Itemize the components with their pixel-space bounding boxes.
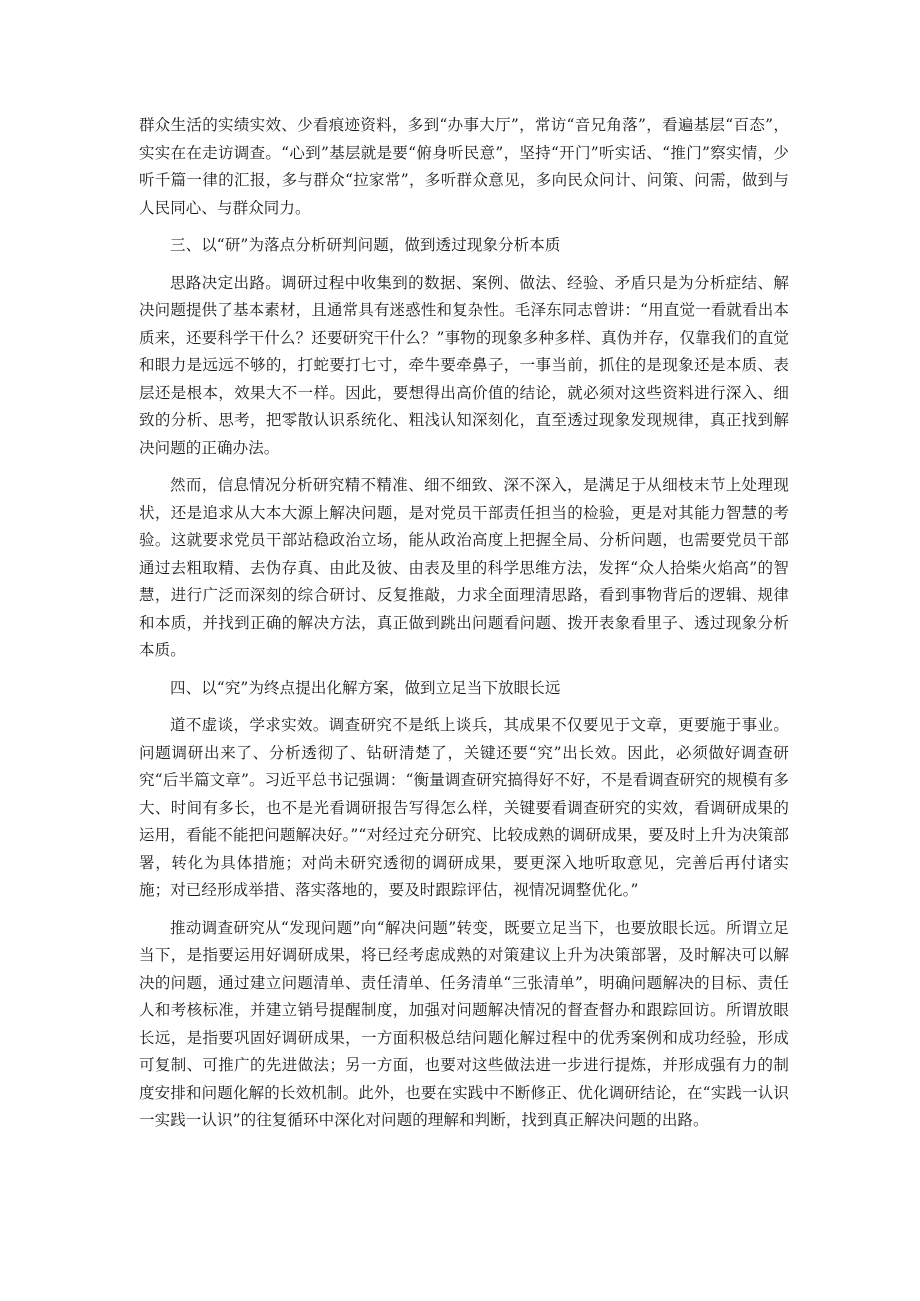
paragraph: 思路决定出路。调研过程中收集到的数据、案例、做法、经验、矛盾只是为分析症结、解决问题提供了基本素材，且通常具有迷惑性和复杂性。毛泽东同志曾讲：“用直觉一看就看出本质来，还要科学干什么？还要研究干什么？”事物的现象多种多样、真伪并存，仅靠我们的直觉和眼力是远远不够的，打蛇要打七寸，牵牛要牵鼻子，一事当前，抓住的是现象还是本质、表层还是根本，效果大不一样。因此，要想得出高价值的结论，就必须对这些资料进行深入、细致的分析、思考，把零散认识系统化、粗浅认知深刻化，直至透过现象发现规律，真正找到解决问题的正确办法。 [139,273,789,457]
paragraph: 然而，信息情况分析研究精不精准、细不细致、深不深入，是满足于从细枝末节上处理现状，还是追求从大本大源上解决问题，是对党员干部责任担当的检验，更是对其能力智慧的考验。这就要求党员干部站稳政治立场，能从政治高度上把握全局、分析问题，也需要党员干部通过去粗取精、去伪存真、由此及彼、由表及里的科学思维方法，发挥“众人拾柴火焰高”的智慧，进行广泛而深刻的综合研讨、反复推敲，力求全面理清思路，看到事物背后的逻辑、规律和本质，并找到正确的解决方法，真正做到跳出问题看问题、拨开表象看里子、透过现象分析本质。 [139,476,789,659]
paragraph: 推动调查研究从“发现问题”向“解决问题”转变，既要立足当下，也要放眼长远。所谓立足当下，是指要运用好调研成果，将已经考虑成熟的对策建议上升为决策部署，及时解决可以解决的问题，通过建立问题清单、责任清单、任务清单“三张清单”，明确问题解决的目标、责任人和考核标准，并建立销号提醒制度，加强对问题解决情况的督查督办和跟踪回访。所谓放眼长远，是指要巩固好调研成果，一方面积极总结问题化解过程中的优秀案例和成功经验，形成可复制、可推广的先进做法；另一方面，也要对这些做法进一步进行提炼，并形成强有力的制度安排和问题化解的长效机制。此外，也要在实践中不断修正、优化调研结论，在“实践一认识一实践一认识”的往复循环中深化对问题的理解和判断，找到真正解决问题的出路。 [139,918,789,1129]
paragraph: 道不虚谈，学求实效。调查研究不是纸上谈兵，其成果不仅要见于文章，更要施于事业。问题调研出来了、分析透彻了、钻研清楚了，关键还要“究”出长效。因此，必须做好调查研究“后半篇文章”。习近平总书记强调：“衡量调查研究搞得好不好，不是看调查研究的规模有多大、时间有多长，也不是光看调研报告写得怎么样，关键要看调查研究的实效，看调研成果的运用，看能不能把问题解决好。”“对经过充分研究、比较成熟的调研成果，要及时上升为决策部署，转化为具体措施；对尚未研究透彻的调研成果，要更深入地听取意见，完善后再付诸实施；对已经形成举措、落实落地的，要及时跟踪评估，视情况调整优化。” [139,716,789,899]
section-heading-3: 三、以“研”为落点分析研判问题，做到透过现象分析本质 [170,236,561,254]
paragraph-continued: 群众生活的实绩实效、少看痕迹资料，多到“办事大厅”，常访“音兄角落”，看遍基层“百态”，实实在在走访调查。“心到”基层就是要“俯身听民意”，坚持“开门”听实话、“推门”察实情，少听千篇一律的汇报，多与群众“拉家常”，多听群众意见，多向民众问计、问策、问需，做到与人民同心、与群众同力。 [139,116,789,217]
section-heading-4: 四、以“究”为终点提出化解方案，做到立足当下放眼长远 [170,678,561,697]
document-body [139,112,789,1145]
